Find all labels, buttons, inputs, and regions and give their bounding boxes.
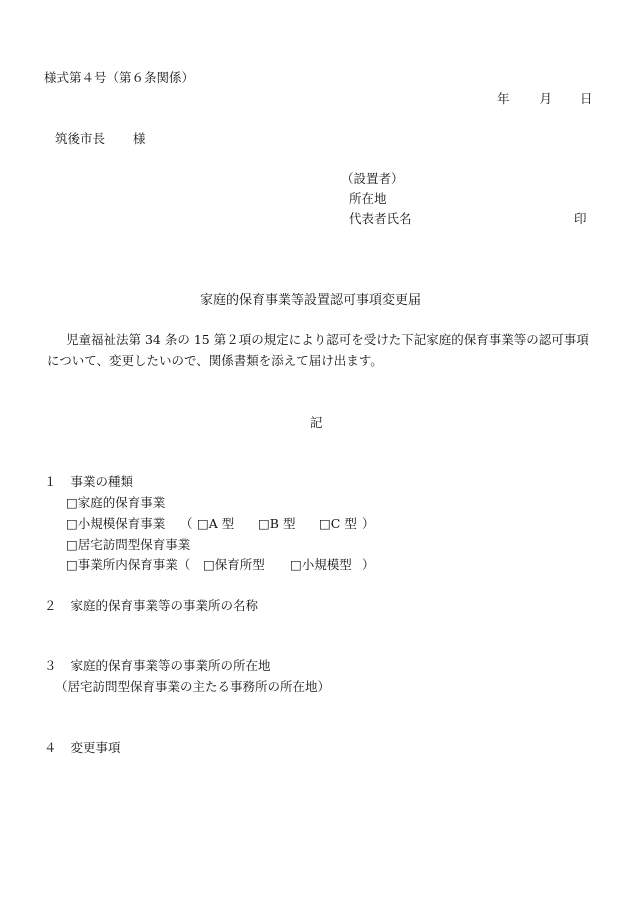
body-line-2: について、変更したいので、関係書類を添えて届け出ます。 (47, 353, 383, 368)
section-3-label: 家庭的保育事業等の事業所の所在地 (70, 658, 271, 673)
applicant-heading: （設置者） (341, 171, 404, 186)
section-3 (44, 658, 271, 674)
seal-mark: 印 (574, 211, 587, 226)
business-type-home-visit: □居宅訪問型保育事業 (66, 537, 191, 552)
section-1-number: １ (44, 474, 57, 489)
addressee-honorific: 様 (133, 131, 146, 146)
applicant-address-label: 所在地 (349, 191, 387, 206)
small-scale-type-b: □B 型 (258, 516, 296, 531)
small-scale-type-a: □A 型 (197, 516, 235, 531)
workplace-small-scale-type: □小規模型 (290, 557, 352, 572)
small-scale-open-paren: （ (180, 516, 193, 531)
section-2-label: 家庭的保育事業等の事業所の名称 (70, 598, 259, 613)
workplace-close-paren: ） (362, 557, 375, 572)
date-month-label: 月 (539, 91, 553, 106)
section-1 (44, 474, 133, 490)
addressee-name: 筑後市長 (55, 131, 106, 146)
form-number: 様式第４号（第６条関係） (44, 70, 195, 85)
section-4 (44, 740, 121, 756)
section-1-label: 事業の種類 (70, 474, 134, 489)
section-2-number: ２ (44, 598, 57, 613)
section-3-number: ３ (44, 658, 57, 673)
section-2 (44, 598, 258, 614)
ki-heading: 記 (310, 415, 323, 430)
date-year-label: 年 (497, 91, 510, 106)
small-scale-close-paren: ） (362, 516, 375, 531)
document-title: 家庭的保育事業等設置認可事項変更届 (200, 293, 422, 308)
business-type-small-scale-row (66, 516, 396, 532)
business-type-small-scale: □小規模保育事業 (66, 516, 166, 531)
small-scale-type-c: □C 型 (319, 516, 357, 531)
business-type-workplace: □事業所内保育事業（ (66, 557, 191, 572)
addressee (55, 131, 146, 147)
applicant-name-label: 代表者氏名 (349, 211, 412, 226)
date-day-label: 日 (580, 91, 593, 106)
section-4-label: 変更事項 (70, 740, 121, 755)
business-type-workplace-row (66, 557, 386, 573)
section-4-number: ４ (44, 740, 57, 755)
body-line-1: 児童福祉法第 34 条の 15 第２項の規定により認可を受けた下記家庭的保育事業等の認可事項 (66, 332, 589, 347)
section-3-note: （居宅訪問型保育事業の主たる事務所の所在地） (55, 679, 331, 694)
date-line (497, 91, 593, 107)
workplace-nursery-type: □保育所型 (203, 557, 265, 572)
business-type-home: □家庭的保育事業 (66, 495, 166, 510)
